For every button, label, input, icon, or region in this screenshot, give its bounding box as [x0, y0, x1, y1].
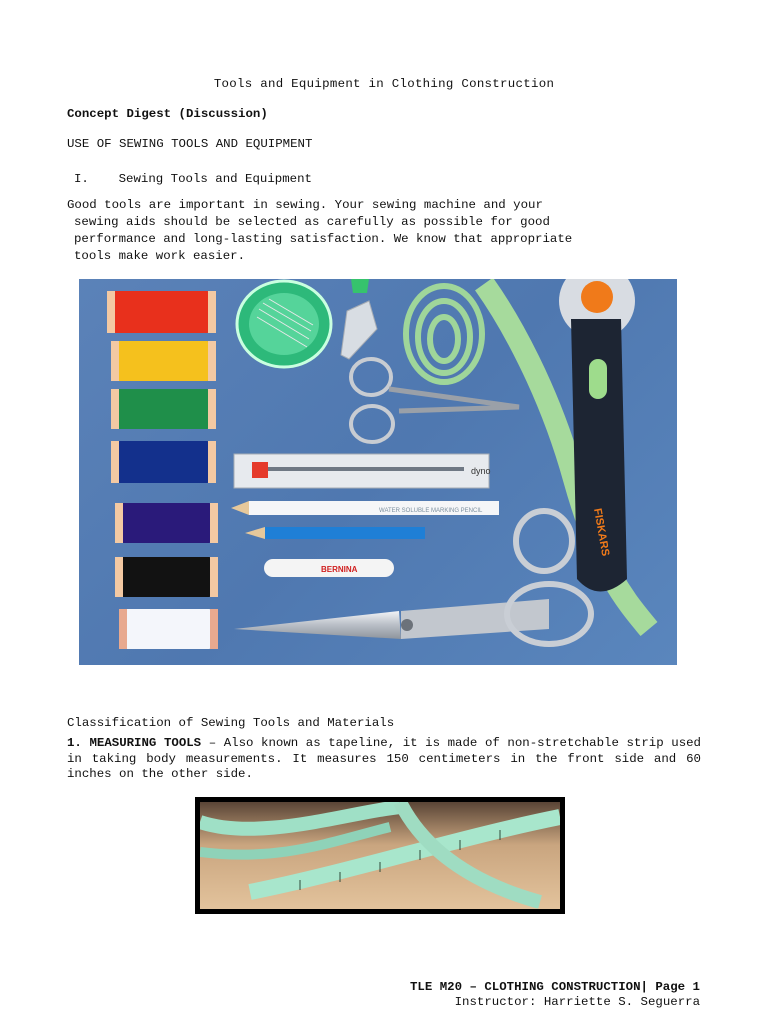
thread-spool-red-icon [107, 291, 216, 333]
subsection-title: Sewing Tools and Equipment [118, 172, 312, 186]
sewing-tools-illustration [79, 279, 677, 665]
fiskars-label: FISKARS [591, 507, 612, 558]
bernina-label: BERNINA [321, 565, 358, 574]
intro-line: performance and long-lasting satisfaction. We know that appropriate [74, 232, 573, 246]
classification-heading: Classification of Sewing Tools and Materials [67, 716, 395, 730]
thread-spool-green-icon [111, 389, 216, 429]
footer-course-line: TLE M20 – CLOTHING CONSTRUCTION| Page 1 [410, 980, 700, 994]
needle-case-icon [237, 281, 331, 367]
thread-spool-yellow-icon [111, 341, 216, 381]
thread-cutter-icon [351, 279, 369, 293]
sewing-tools-photo [79, 279, 677, 665]
tape-measure-photo [195, 797, 565, 914]
thread-spool-white-icon [119, 609, 218, 649]
marking-pencil-icon [231, 501, 499, 515]
point-turner-icon [264, 559, 394, 577]
document-title: Tools and Equipment in Clothing Construction [213, 77, 555, 91]
measuring-tools-paragraph [67, 736, 701, 783]
page-footer [410, 980, 700, 1010]
sewing-gauge-ruler-icon [234, 454, 491, 488]
tape-measure-coil-icon [406, 286, 482, 382]
chalk-pencil-icon [245, 527, 425, 539]
needle-threader-icon [341, 301, 377, 359]
thread-spool-black-icon [115, 557, 218, 597]
concept-digest-heading: Concept Digest (Discussion) [67, 107, 268, 121]
pencil-label: WATER SOLUBLE MARKING PENCIL [379, 508, 483, 514]
intro-line: sewing aids should be selected as carefully as possible for good [74, 215, 550, 229]
thread-spool-navy-icon [111, 441, 216, 483]
section-heading: USE OF SEWING TOOLS AND EQUIPMENT [67, 137, 313, 151]
thread-spool-purple-icon [115, 503, 218, 543]
measuring-tools-text: – Also known as tapeline, it is made of non-stretchable strip used in taking body measurements. It measures 150 centimeters in the front side and 60 inches on the other side. [67, 736, 701, 781]
intro-line: Good tools are important in sewing. Your sewing machine and your [67, 198, 543, 212]
subsection-number: I. [74, 172, 89, 186]
footer-instructor-line: Instructor: Harriette S. Seguerra [454, 995, 700, 1009]
intro-paragraph [67, 197, 701, 265]
subsection-heading [74, 172, 312, 186]
ruler-brand-label: dyno [471, 466, 491, 476]
measuring-tools-label: 1. MEASURING TOOLS [67, 736, 202, 750]
intro-line: tools make work easier. [74, 249, 246, 263]
tape-measure-illustration [200, 802, 560, 909]
